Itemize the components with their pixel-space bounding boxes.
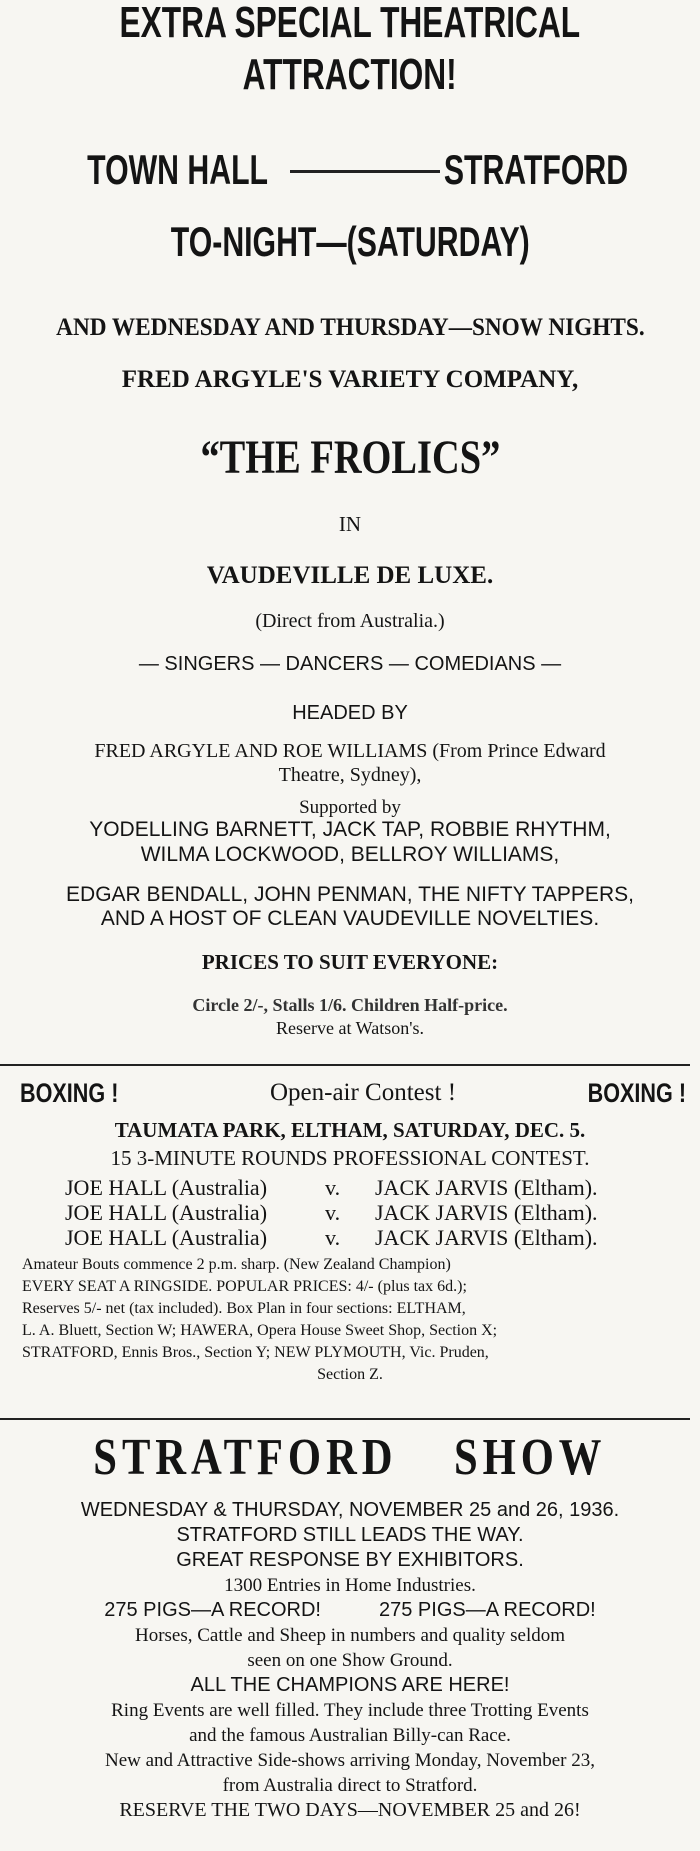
divider-2 [0, 1418, 690, 1420]
side-shows-2: from Australia direct to Stratford. [222, 1775, 478, 1796]
boxing-details-line: L. A. Bluett, Section W; HAWERA, Opera House Sweet Shop, Section X; [22, 1322, 498, 1339]
supported-by: Supported by [299, 797, 401, 818]
divider-1 [0, 1064, 690, 1066]
bout-list [0, 1175, 700, 1250]
boxing-right: BOXING ! [587, 1077, 686, 1108]
venue-town-hall: TOWN HALL [87, 146, 269, 193]
boxing-details-line: Amateur Bouts commence 2 p.m. sharp. (New Zealand Champion) [22, 1256, 451, 1273]
price-detail: Circle 2/-, Stalls 1/6. Children Half-price. [192, 995, 508, 1015]
stratford-show-advert [0, 1428, 700, 1823]
reserve-two-days: RESERVE THE TWO DAYS—NOVEMBER 25 and 26! [119, 1799, 581, 1821]
ring-events-1: Ring Events are well filled. They include three Trotting Events [111, 1700, 589, 1721]
direct-from-australia: (Direct from Australia.) [255, 610, 445, 632]
leads-line-1: FRED ARGYLE AND ROE WILLIAMS (From Prince Edward [94, 740, 606, 762]
cast-line-3: EDGAR BENDALL, JOHN PENMAN, THE NIFTY TAPPERS, [66, 883, 634, 906]
snow-nights: AND WEDNESDAY AND THURSDAY—SNOW NIGHTS. [55, 314, 645, 341]
boxing-details-line: STRATFORD, Ennis Bros., Section Y; NEW PLYMOUTH, Vic. Pruden, [22, 1344, 489, 1361]
open-air-contest: Open-air Contest ! [269, 1079, 457, 1106]
boxing-details [0, 1254, 700, 1386]
cast-line-1: YODELLING BARNETT, JACK TAP, ROBBIE RHYTHM, [89, 818, 611, 841]
bout-row [0, 1200, 700, 1225]
boxing-rounds: 15 3-MINUTE ROUNDS PROFESSIONAL CONTEST. [110, 1146, 590, 1170]
boxing-left: BOXING ! [20, 1077, 119, 1108]
acts-list: — SINGERS — DANCERS — COMEDIANS — [138, 653, 562, 675]
cast-line-2: WILMA LOCKWOOD, BELLROY WILLIAMS, [140, 843, 560, 866]
headed-by: HEADED BY [292, 702, 408, 724]
reserve-at-watsons: Reserve at Watson's. [276, 1018, 424, 1038]
bout-fighter-a: JOE HALL (Australia) [65, 1225, 268, 1250]
show-body [0, 1498, 700, 1823]
show-leads: STRATFORD STILL LEADS THE WAY. [176, 1524, 524, 1546]
show-response: GREAT RESPONSE BY EXHIBITORS. [176, 1549, 524, 1571]
boxing-details-line: EVERY SEAT A RINGSIDE. POPULAR PRICES: 4/- (plus tax 6d.); [22, 1278, 467, 1295]
show-title: STRATFORD SHOW [93, 1429, 607, 1486]
bout-fighter-b: JACK JARVIS (Eltham). [375, 1200, 598, 1225]
pigs-record-1: 275 PIGS—A RECORD! [104, 1599, 321, 1621]
show-title: “THE FROLICS” [200, 431, 500, 484]
headline-line-1: EXTRA SPECIAL THEATRICAL [119, 0, 581, 47]
bout-row [0, 1175, 700, 1200]
bout-row [0, 1225, 700, 1250]
boxing-header-row [0, 1076, 700, 1110]
bout-fighter-a: JOE HALL (Australia) [65, 1200, 268, 1225]
boxing-details-line: Reserves 5/- net (tax included). Box Plan in four sections: ELTHAM, [22, 1300, 466, 1317]
cast-line-4: AND A HOST OF CLEAN VAUDEVILLE NOVELTIES. [100, 907, 600, 930]
boxing-advert [0, 1076, 700, 1386]
venue-dash [290, 170, 440, 173]
show-dates: WEDNESDAY & THURSDAY, NOVEMBER 25 and 26, 1936. [80, 1499, 620, 1521]
bout-fighter-a: JOE HALL (Australia) [65, 1175, 268, 1200]
bout-fighter-b: JACK JARVIS (Eltham). [375, 1225, 598, 1250]
show-entries: 1300 Entries in Home Industries. [224, 1575, 476, 1596]
boxing-details-line: Section Z. [317, 1366, 383, 1383]
side-shows-1: New and Attractive Side-shows arriving Monday, November 23, [104, 1750, 596, 1771]
headline-line-2: ATTRACTION! [242, 50, 458, 99]
boxing-venue: TAUMATA PARK, ELTHAM, SATURDAY, DEC. 5. [114, 1118, 586, 1142]
bout-fighter-b: JACK JARVIS (Eltham). [375, 1175, 598, 1200]
ring-events-2: and the famous Australian Billy-can Race. [189, 1725, 511, 1746]
bout-versus: v. [325, 1225, 341, 1250]
prices-heading: PRICES TO SUIT EVERYONE: [201, 950, 499, 974]
bout-versus: v. [325, 1200, 341, 1225]
bout-versus: v. [325, 1175, 341, 1200]
livestock-line-1: Horses, Cattle and Sheep in numbers and quality seldom [134, 1625, 566, 1646]
vaudeville-de-luxe: VAUDEVILLE DE LUXE. [206, 562, 494, 589]
pigs-row [0, 1598, 700, 1623]
venue-row [60, 146, 660, 194]
company-name: FRED ARGYLE'S VARIETY COMPANY, [121, 366, 579, 393]
in-label: IN [338, 512, 362, 536]
champions: ALL THE CHAMPIONS ARE HERE! [190, 1674, 510, 1696]
livestock-line-2: seen on one Show Ground. [247, 1650, 453, 1671]
venue-stratford: STRATFORD [443, 146, 629, 193]
leads-line-2: Theatre, Sydney), [278, 764, 422, 786]
show-date: TO-NIGHT—(SATURDAY) [170, 218, 530, 265]
pigs-record-2: 275 PIGS—A RECORD! [379, 1599, 596, 1621]
